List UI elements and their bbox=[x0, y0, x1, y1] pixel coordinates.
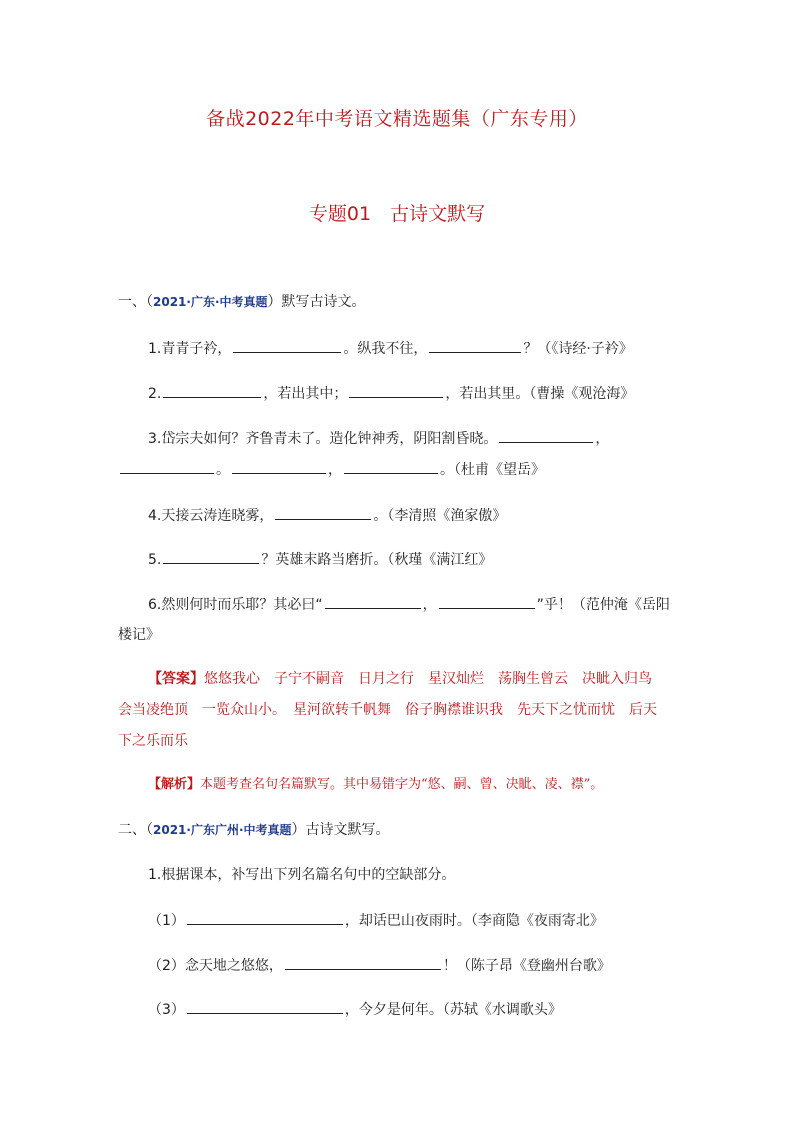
answer-blank[interactable] bbox=[429, 338, 521, 353]
answer-blank[interactable] bbox=[163, 549, 259, 564]
question-2-heading bbox=[118, 820, 390, 840]
q1-item-5 bbox=[148, 549, 492, 570]
text: ，若出其中； bbox=[263, 386, 348, 402]
answer-blank[interactable] bbox=[233, 338, 341, 353]
q2-prefix: 二、（ bbox=[118, 822, 153, 838]
answer-blank[interactable] bbox=[120, 459, 214, 474]
q1-prefix: 一、（ bbox=[118, 294, 153, 310]
answer-line-1 bbox=[148, 669, 652, 689]
text: ，若出其里。（曹操《观沧海》 bbox=[445, 386, 635, 402]
answer-line-3: 下之乐而乐 bbox=[118, 733, 188, 749]
answer-blank[interactable] bbox=[499, 428, 593, 443]
text: 。（杜甫《望岳》 bbox=[440, 462, 545, 478]
analysis-text: 本题考查名句名篇默写。其中易错字为“悠、嗣、曾、决眦、凌、襟”。 bbox=[200, 777, 604, 792]
answer-line-2: 会当凌绝顶 一览众山小。 星河欲转千帆舞 俗子胸襟谁识我 先天下之忧而忧 后天 bbox=[118, 702, 657, 718]
answer-blank[interactable] bbox=[187, 910, 343, 925]
document-title: 备战2022年中考语文精选题集（广东专用） bbox=[206, 108, 588, 130]
answer-tag: 【答案】 bbox=[148, 671, 204, 687]
q1-item-2 bbox=[148, 383, 634, 404]
answer-blank[interactable] bbox=[349, 383, 443, 398]
q1-item-6 bbox=[148, 594, 670, 615]
text: ，却话巴山夜雨时。（李商隐《夜雨寄北》 bbox=[344, 913, 604, 929]
question-1-heading bbox=[118, 292, 366, 312]
text: 5. bbox=[148, 552, 162, 568]
text: （2）念天地之悠悠， bbox=[148, 958, 283, 974]
answer-blank[interactable] bbox=[325, 594, 421, 609]
question-source: 2021·广东·中考真题 bbox=[153, 295, 268, 309]
q1-item-3-continued bbox=[118, 459, 545, 480]
q1-item-6-continued: 楼记》 bbox=[118, 627, 160, 643]
text: 。纵我不往， bbox=[343, 341, 428, 357]
text: ， bbox=[595, 431, 610, 447]
text: ， bbox=[328, 462, 342, 478]
q2-suffix: ）古诗文默写。 bbox=[291, 822, 390, 838]
text: 。（李清照《渔家傲》 bbox=[373, 508, 507, 524]
q2-item-2 bbox=[148, 955, 611, 976]
topic-title: 专题01 古诗文默写 bbox=[308, 203, 486, 225]
text: 2. bbox=[148, 386, 162, 402]
answer-blank[interactable] bbox=[285, 955, 441, 970]
q2-instruction: 1.根据课本，补写出下列名篇名句中的空缺部分。 bbox=[148, 867, 456, 883]
text: （1） bbox=[148, 913, 185, 929]
text: ， bbox=[422, 597, 437, 613]
answer-blank[interactable] bbox=[163, 383, 261, 398]
question-source: 2021·广东广州·中考真题 bbox=[153, 823, 292, 837]
analysis-line bbox=[148, 775, 603, 795]
q1-item-4 bbox=[148, 505, 506, 526]
text: ？（《诗经·子衿》 bbox=[523, 341, 633, 357]
answer-blank[interactable] bbox=[439, 594, 535, 609]
q2-item-3 bbox=[148, 999, 562, 1020]
text: ”乎！（范仲淹《岳阳 bbox=[536, 597, 670, 613]
q2-item-1 bbox=[148, 910, 604, 931]
q1-suffix: ）默写古诗文。 bbox=[267, 294, 366, 310]
answer-blank[interactable] bbox=[275, 505, 371, 520]
answer-text: 悠悠我心 子宁不嗣音 日月之行 星汉灿烂 荡胸生曾云 决眦入归鸟 bbox=[204, 671, 652, 687]
text: 1.青青子衿， bbox=[148, 341, 232, 357]
text: 。 bbox=[216, 462, 230, 478]
text: （3） bbox=[148, 1002, 185, 1018]
q1-item-1 bbox=[148, 338, 633, 359]
answer-blank[interactable] bbox=[344, 459, 438, 474]
text: ？英雄末路当磨折。（秋瑾《满江红》 bbox=[261, 552, 493, 568]
text: ！（陈子昂《登幽州台歌》 bbox=[442, 958, 611, 974]
text: 3.岱宗夫如何？齐鲁青未了。造化钟神秀，阴阳割昏晓。 bbox=[148, 431, 498, 447]
text: 4.天接云涛连晓雾， bbox=[148, 508, 274, 524]
answer-blank[interactable] bbox=[232, 459, 326, 474]
text: ，今夕是何年。（苏轼《水调歌头》 bbox=[344, 1002, 562, 1018]
text: 6.然则何时而乐耶？其必曰“ bbox=[148, 597, 323, 613]
analysis-tag: 【解析】 bbox=[148, 777, 201, 792]
q1-item-3 bbox=[148, 428, 609, 449]
answer-blank[interactable] bbox=[187, 999, 343, 1014]
